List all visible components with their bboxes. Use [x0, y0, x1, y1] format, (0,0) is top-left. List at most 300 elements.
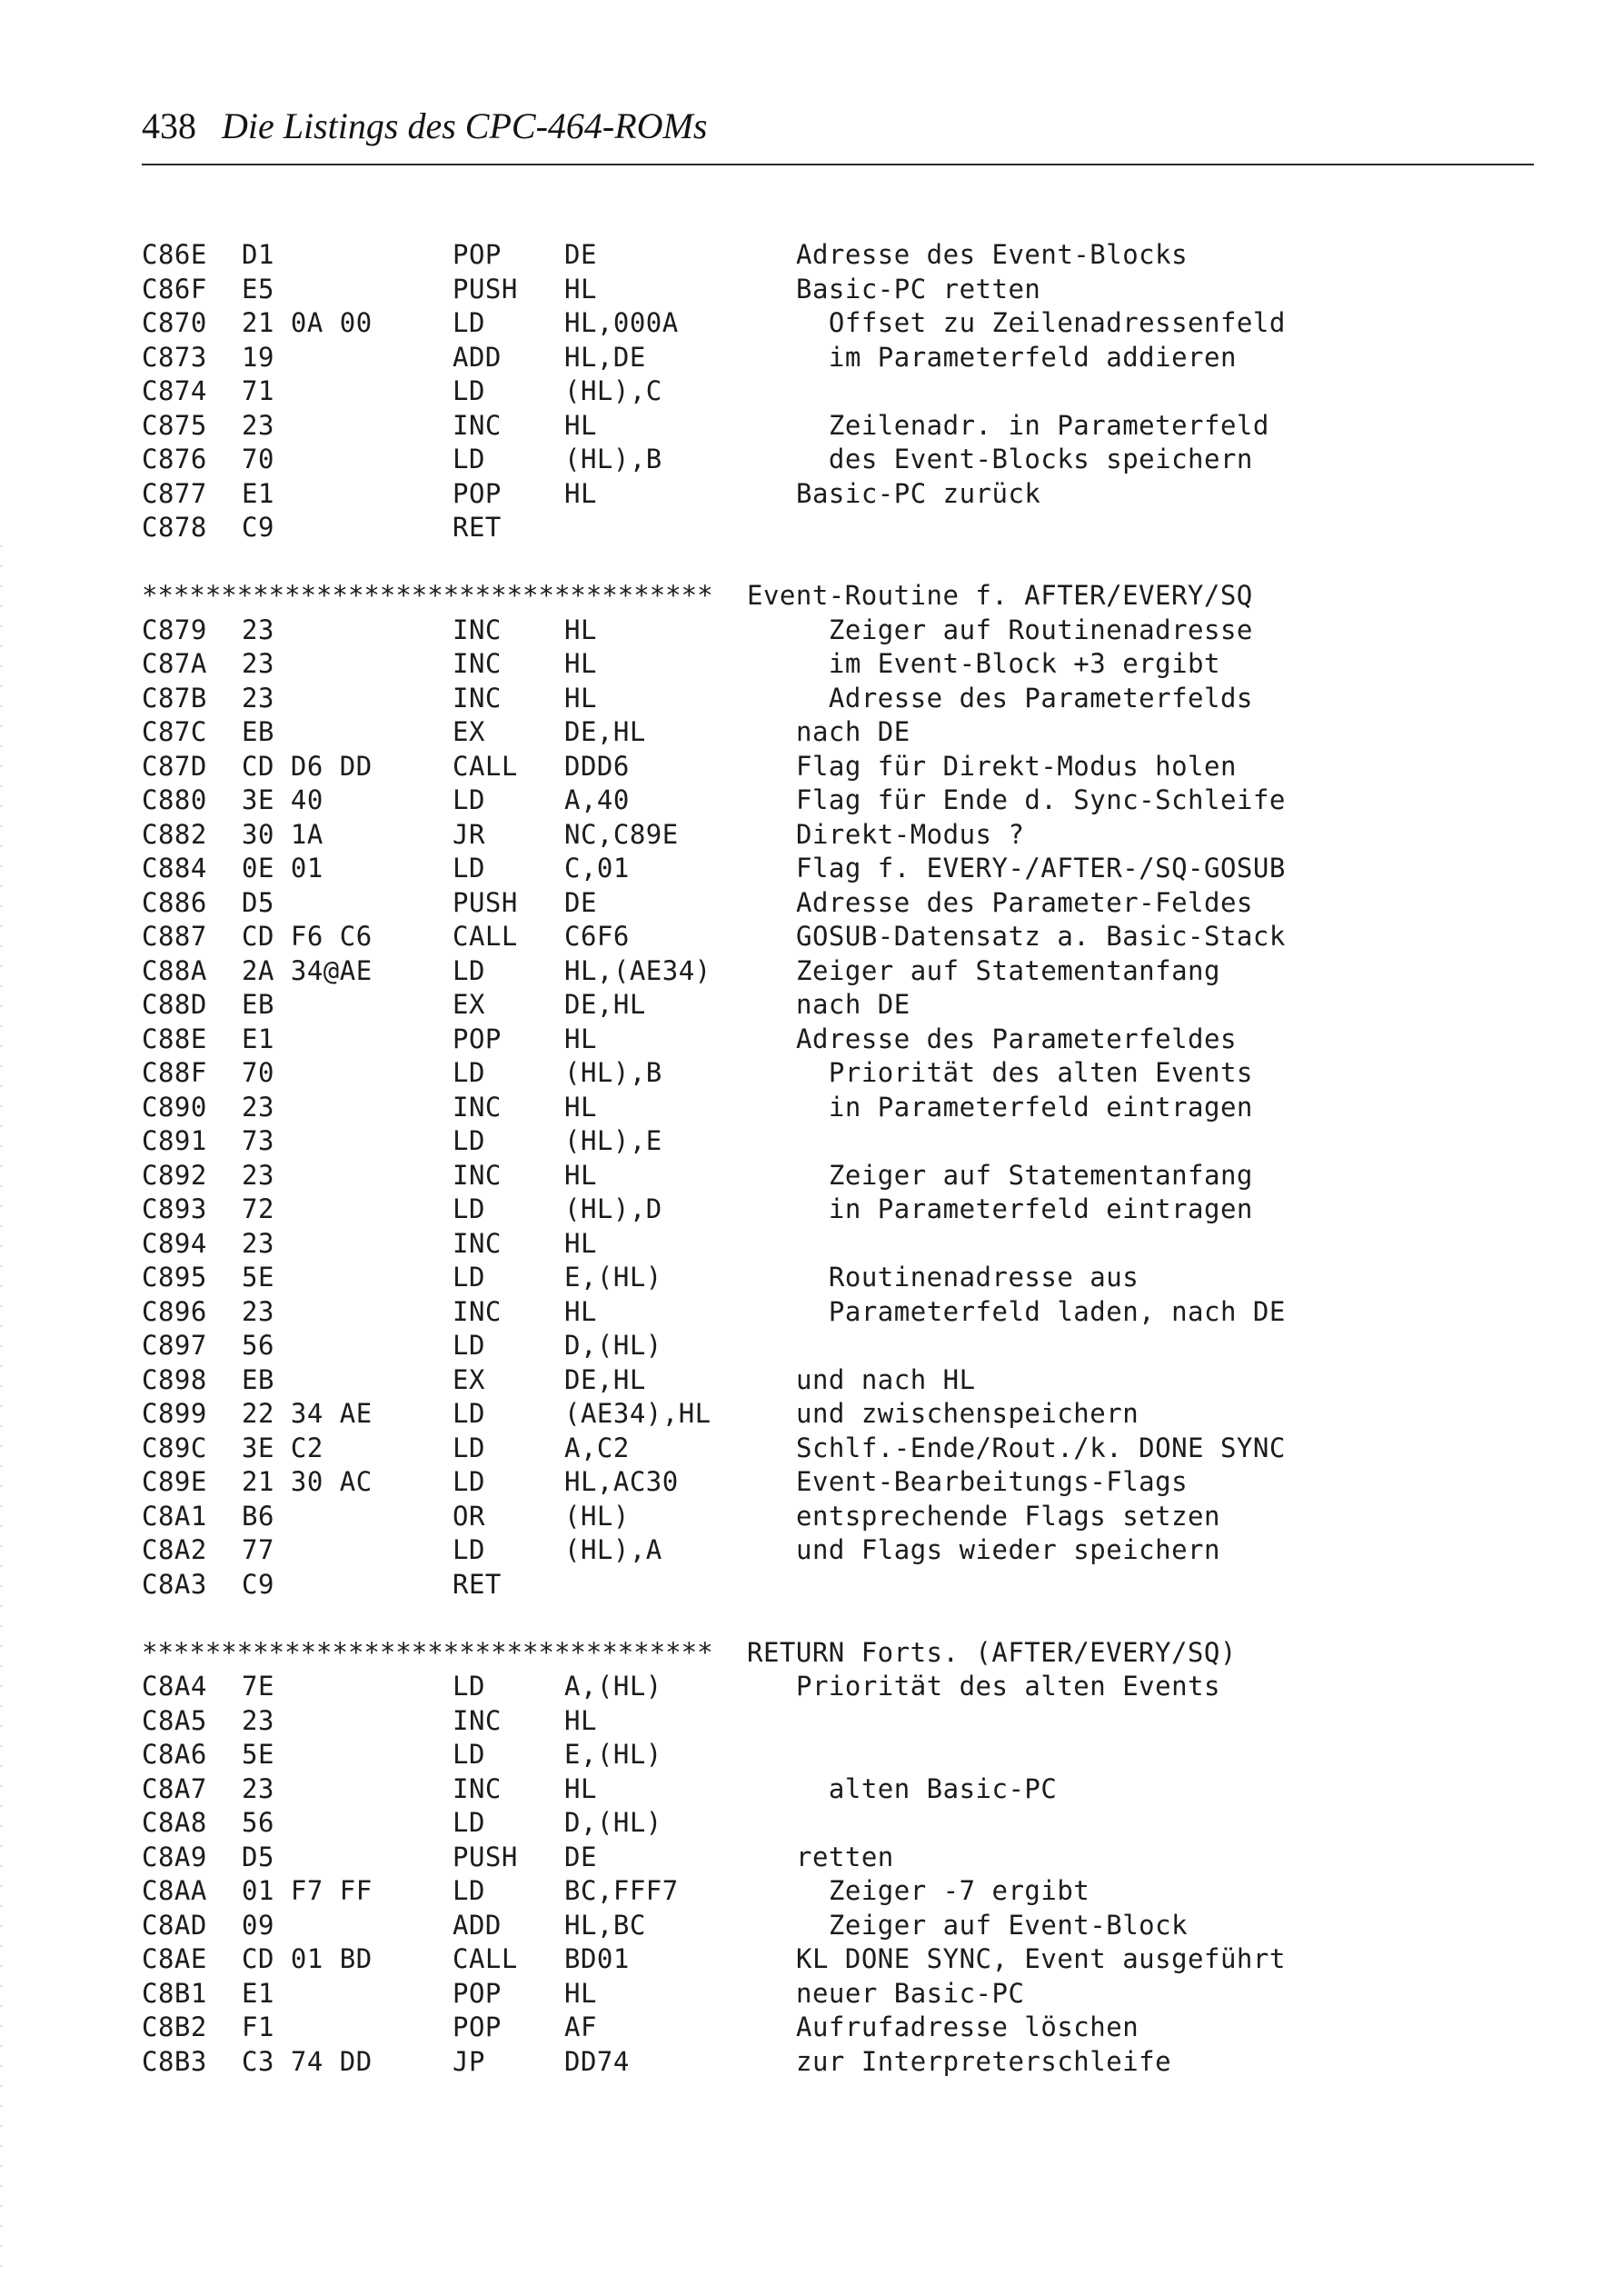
mnemonic: LD	[453, 375, 485, 406]
comment: im Parameterfeld addieren	[796, 341, 1237, 373]
operand: DD74	[564, 2045, 630, 2077]
operand: HL	[564, 1023, 597, 1054]
opcode-bytes: 09	[242, 1909, 274, 1941]
opcode-bytes: E1	[242, 1977, 274, 2009]
address: C8B2	[142, 2011, 207, 2042]
mnemonic: POP	[453, 477, 502, 509]
blank-line	[142, 1602, 1541, 1636]
mnemonic: RET	[453, 512, 502, 543]
code-line	[142, 306, 1541, 341]
code-line	[142, 1977, 1541, 2011]
comment: Schlf.-Ende/Rout./k. DONE SYNC	[796, 1432, 1286, 1463]
section-separator-stars: ************************************	[142, 580, 713, 611]
address: C896	[142, 1295, 207, 1327]
operand: HL	[564, 1704, 597, 1736]
comment: Basic-PC retten	[796, 273, 1041, 304]
address: C89C	[142, 1432, 207, 1463]
page-number: 438	[142, 105, 196, 146]
comment: Routinenadresse aus	[796, 1262, 1139, 1293]
comment: Offset zu Zeilenadressenfeld	[796, 307, 1286, 338]
code-line	[142, 1397, 1541, 1432]
opcode-bytes: EB	[242, 989, 274, 1020]
code-line	[142, 1500, 1541, 1534]
code-line	[142, 614, 1541, 648]
opcode-bytes: 01 F7 FF	[242, 1875, 373, 1906]
opcode-bytes: E1	[242, 1023, 274, 1054]
code-line	[142, 1329, 1541, 1363]
opcode-bytes: C9	[242, 512, 274, 543]
opcode-bytes: 3E 40	[242, 784, 323, 815]
mnemonic: PUSH	[453, 886, 518, 918]
operand: HL	[564, 1772, 597, 1804]
comment: Priorität des alten Events	[796, 1057, 1253, 1088]
address: C8B3	[142, 2045, 207, 2077]
mnemonic: INC	[453, 1772, 502, 1804]
operand: HL	[564, 273, 597, 304]
code-line	[142, 852, 1541, 886]
address: C8A7	[142, 1772, 207, 1804]
code-line	[142, 1261, 1541, 1295]
code-line	[142, 1227, 1541, 1262]
address: C86F	[142, 273, 207, 304]
mnemonic: LD	[453, 1671, 485, 1702]
operand: (HL)	[564, 1500, 630, 1532]
code-line	[142, 1159, 1541, 1193]
mnemonic: LD	[453, 1875, 485, 1906]
address: C880	[142, 784, 207, 815]
code-line	[142, 1432, 1541, 1466]
address: C879	[142, 614, 207, 645]
comment: Basic-PC zurück	[796, 477, 1041, 509]
mnemonic: EX	[453, 716, 485, 747]
comment: Parameterfeld laden, nach DE	[796, 1295, 1286, 1327]
opcode-bytes: 70	[242, 1057, 274, 1088]
mnemonic: LD	[453, 853, 485, 883]
code-line	[142, 1670, 1541, 1704]
code-line	[142, 1942, 1541, 1977]
operand: (HL),B	[564, 444, 662, 474]
code-line	[142, 477, 1541, 512]
operand: HL	[564, 1227, 597, 1259]
mnemonic: LD	[453, 444, 485, 474]
comment: nach DE	[796, 716, 910, 747]
code-line	[142, 818, 1541, 853]
opcode-bytes: EB	[242, 716, 274, 747]
opcode-bytes: 23	[242, 682, 274, 714]
mnemonic: ADD	[453, 1909, 502, 1941]
operand: (HL),A	[564, 1534, 662, 1565]
code-line	[142, 2011, 1541, 2045]
mnemonic: LD	[453, 1739, 485, 1770]
opcode-bytes: C3 74 DD	[242, 2045, 373, 2077]
opcode-bytes: 23	[242, 648, 274, 679]
mnemonic: INC	[453, 682, 502, 714]
code-line	[142, 238, 1541, 273]
mnemonic: CALL	[453, 921, 518, 952]
comment: und nach HL	[796, 1363, 976, 1395]
address: C887	[142, 921, 207, 952]
address: C8A3	[142, 1568, 207, 1600]
opcode-bytes: 19	[242, 341, 274, 373]
address: C874	[142, 375, 207, 406]
comment: Flag f. EVERY-/AFTER-/SQ-GOSUB	[796, 853, 1286, 883]
mnemonic: JP	[453, 2045, 485, 2077]
operand: E,(HL)	[564, 1262, 662, 1293]
address: C88A	[142, 954, 207, 986]
opcode-bytes: D1	[242, 239, 274, 270]
code-line	[142, 1568, 1541, 1602]
page-header	[142, 103, 1532, 150]
mnemonic: LD	[453, 1807, 485, 1838]
opcode-bytes: 21 0A 00	[242, 307, 373, 338]
comment: Direkt-Modus ?	[796, 818, 1025, 850]
blank-line	[142, 545, 1541, 580]
opcode-bytes: F1	[242, 2011, 274, 2042]
operand: HL	[564, 648, 597, 679]
comment: und Flags wieder speichern	[796, 1534, 1220, 1565]
operand: HL,AC30	[564, 1466, 679, 1497]
operand: DE,HL	[564, 989, 646, 1020]
section-separator-stars: ************************************	[142, 1636, 713, 1668]
opcode-bytes: 23	[242, 1772, 274, 1804]
address: C870	[142, 307, 207, 338]
address: C882	[142, 818, 207, 850]
address: C8AD	[142, 1909, 207, 1941]
code-line	[142, 511, 1541, 545]
comment: GOSUB-Datensatz a. Basic-Stack	[796, 921, 1286, 952]
operand: C,01	[564, 853, 630, 883]
address: C88E	[142, 1023, 207, 1054]
operand: A,40	[564, 784, 630, 815]
opcode-bytes: D5	[242, 886, 274, 918]
comment: Aufrufadresse löschen	[796, 2011, 1139, 2042]
comment: Zeiger auf Statementanfang	[796, 954, 1220, 986]
mnemonic: LD	[453, 954, 485, 986]
comment: Adresse des Event-Blocks	[796, 239, 1189, 270]
address: C895	[142, 1262, 207, 1293]
operand: AF	[564, 2011, 597, 2042]
code-line	[142, 647, 1541, 682]
mnemonic: LD	[453, 1057, 485, 1088]
mnemonic: PUSH	[453, 273, 518, 304]
address: C8AE	[142, 1943, 207, 1974]
operand: NC,C89E	[564, 818, 679, 850]
address: C875	[142, 409, 207, 441]
opcode-bytes: E5	[242, 273, 274, 304]
operand: HL,DE	[564, 341, 646, 373]
address: C899	[142, 1398, 207, 1429]
address: C878	[142, 512, 207, 543]
opcode-bytes: 5E	[242, 1739, 274, 1770]
address: C8A9	[142, 1841, 207, 1872]
operand: HL,BC	[564, 1909, 646, 1941]
section-header-line	[142, 579, 1541, 614]
comment: Adresse des Parameterfeldes	[796, 1023, 1237, 1054]
code-line	[142, 682, 1541, 716]
mnemonic: CALL	[453, 1943, 518, 1974]
address: C87D	[142, 750, 207, 782]
opcode-bytes: 70	[242, 444, 274, 474]
address: C88F	[142, 1057, 207, 1088]
code-line	[142, 886, 1541, 921]
address: C87A	[142, 648, 207, 679]
operand: DE	[564, 1841, 597, 1872]
comment: entsprechende Flags setzen	[796, 1500, 1220, 1532]
comment: Zeiger auf Statementanfang	[796, 1159, 1253, 1191]
mnemonic: POP	[453, 1023, 502, 1054]
mnemonic: LD	[453, 1330, 485, 1361]
opcode-bytes: 2A 34@AE	[242, 954, 373, 986]
opcode-bytes: 56	[242, 1330, 274, 1361]
address: C877	[142, 477, 207, 509]
address: C8B1	[142, 1977, 207, 2009]
comment: im Event-Block +3 ergibt	[796, 648, 1220, 679]
mnemonic: POP	[453, 1977, 502, 2009]
address: C891	[142, 1125, 207, 1156]
running-title: Die Listings des CPC-464-ROMs	[222, 105, 708, 146]
operand: BD01	[564, 1943, 630, 1974]
mnemonic: LD	[453, 1398, 485, 1429]
operand: DDD6	[564, 750, 630, 782]
code-line	[142, 2045, 1541, 2080]
opcode-bytes: 23	[242, 1091, 274, 1123]
code-line	[142, 1738, 1541, 1772]
code-line	[142, 1091, 1541, 1125]
assembly-listing	[142, 238, 1541, 2079]
code-line	[142, 1363, 1541, 1398]
address: C890	[142, 1091, 207, 1123]
opcode-bytes: 23	[242, 1295, 274, 1327]
opcode-bytes: 77	[242, 1534, 274, 1565]
address: C8A2	[142, 1534, 207, 1565]
comment: Adresse des Parameter-Feldes	[796, 886, 1253, 918]
address: C8A8	[142, 1807, 207, 1838]
mnemonic: LD	[453, 784, 485, 815]
operand: D,(HL)	[564, 1807, 662, 1838]
comment: in Parameterfeld eintragen	[796, 1193, 1253, 1224]
opcode-bytes: 22 34 AE	[242, 1398, 373, 1429]
comment: alten Basic-PC	[796, 1772, 1058, 1804]
opcode-bytes: 23	[242, 614, 274, 645]
comment: Zeiger auf Event-Block	[796, 1909, 1189, 1941]
operand: A,(HL)	[564, 1671, 662, 1702]
operand: HL	[564, 1295, 597, 1327]
operand: DE	[564, 239, 597, 270]
mnemonic: LD	[453, 1466, 485, 1497]
opcode-bytes: 3E C2	[242, 1432, 323, 1463]
opcode-bytes: 0E 01	[242, 853, 323, 883]
mnemonic: EX	[453, 1363, 485, 1395]
comment: retten	[796, 1841, 894, 1872]
code-line	[142, 273, 1541, 307]
code-line	[142, 920, 1541, 954]
address: C87C	[142, 716, 207, 747]
opcode-bytes: CD D6 DD	[242, 750, 373, 782]
operand: (HL),B	[564, 1057, 662, 1088]
comment: zur Interpreterschleife	[796, 2045, 1172, 2077]
operand: HL,(AE34)	[564, 954, 711, 986]
section-title: RETURN Forts. (AFTER/EVERY/SQ)	[747, 1636, 1237, 1668]
opcode-bytes: 23	[242, 409, 274, 441]
opcode-bytes: E1	[242, 477, 274, 509]
code-line	[142, 1704, 1541, 1739]
operand: D,(HL)	[564, 1330, 662, 1361]
section-title: Event-Routine f. AFTER/EVERY/SQ	[747, 580, 1253, 611]
operand: (AE34),HL	[564, 1398, 711, 1429]
code-line	[142, 784, 1541, 818]
code-line	[142, 341, 1541, 375]
address: C8A4	[142, 1671, 207, 1702]
operand: HL,000A	[564, 307, 679, 338]
address: C88D	[142, 989, 207, 1020]
opcode-bytes: 23	[242, 1704, 274, 1736]
address: C8A5	[142, 1704, 207, 1736]
opcode-bytes: 5E	[242, 1262, 274, 1293]
address: C8AA	[142, 1875, 207, 1906]
mnemonic: INC	[453, 648, 502, 679]
opcode-bytes: D5	[242, 1841, 274, 1872]
code-line	[142, 1023, 1541, 1057]
opcode-bytes: 7E	[242, 1671, 274, 1702]
address: C884	[142, 853, 207, 883]
code-line	[142, 1841, 1541, 1875]
mnemonic: INC	[453, 1295, 502, 1327]
address: C893	[142, 1193, 207, 1224]
opcode-bytes: 23	[242, 1227, 274, 1259]
code-line	[142, 1806, 1541, 1841]
scan-edge-marks	[0, 545, 3, 2272]
comment: Zeiger auf Routinenadresse	[796, 614, 1253, 645]
opcode-bytes: 72	[242, 1193, 274, 1224]
opcode-bytes: 71	[242, 375, 274, 406]
mnemonic: ADD	[453, 341, 502, 373]
code-line	[142, 1056, 1541, 1091]
code-line	[142, 1772, 1541, 1807]
mnemonic: LD	[453, 307, 485, 338]
address: C894	[142, 1227, 207, 1259]
comment: Adresse des Parameterfelds	[796, 682, 1253, 714]
address: C886	[142, 886, 207, 918]
mnemonic: RET	[453, 1568, 502, 1600]
operand: (HL),C	[564, 375, 662, 406]
mnemonic: INC	[453, 1704, 502, 1736]
mnemonic: INC	[453, 1091, 502, 1123]
comment: Flag für Ende d. Sync-Schleife	[796, 784, 1286, 815]
address: C8A6	[142, 1739, 207, 1770]
address: C87B	[142, 682, 207, 714]
address: C86E	[142, 239, 207, 270]
mnemonic: LD	[453, 1262, 485, 1293]
code-line	[142, 1295, 1541, 1330]
operand: HL	[564, 1977, 597, 2009]
address: C89E	[142, 1466, 207, 1497]
address: C876	[142, 444, 207, 474]
mnemonic: POP	[453, 2011, 502, 2042]
operand: (HL),D	[564, 1193, 662, 1224]
code-line	[142, 443, 1541, 477]
opcode-bytes: EB	[242, 1363, 274, 1395]
code-line	[142, 374, 1541, 409]
mnemonic: JR	[453, 818, 485, 850]
opcode-bytes: 23	[242, 1159, 274, 1191]
mnemonic: LD	[453, 1432, 485, 1463]
opcode-bytes: 30 1A	[242, 818, 323, 850]
opcode-bytes: B6	[242, 1500, 274, 1532]
opcode-bytes: CD 01 BD	[242, 1943, 373, 1974]
code-line	[142, 1874, 1541, 1909]
operand: (HL),E	[564, 1125, 662, 1156]
mnemonic: INC	[453, 614, 502, 645]
code-line	[142, 988, 1541, 1023]
code-line	[142, 715, 1541, 750]
comment: und zwischenspeichern	[796, 1398, 1139, 1429]
opcode-bytes: CD F6 C6	[242, 921, 373, 952]
operand: DE,HL	[564, 716, 646, 747]
section-header-line	[142, 1636, 1541, 1671]
comment: Event-Bearbeitungs-Flags	[796, 1466, 1189, 1497]
comment: des Event-Blocks speichern	[796, 444, 1253, 474]
address: C898	[142, 1363, 207, 1395]
code-line	[142, 1465, 1541, 1500]
opcode-bytes: 56	[242, 1807, 274, 1838]
mnemonic: PUSH	[453, 1841, 518, 1872]
mnemonic: LD	[453, 1193, 485, 1224]
code-line	[142, 1533, 1541, 1568]
mnemonic: CALL	[453, 750, 518, 782]
operand: HL	[564, 682, 597, 714]
operand: E,(HL)	[564, 1739, 662, 1770]
operand: DE	[564, 886, 597, 918]
header-rule	[142, 164, 1534, 165]
mnemonic: LD	[453, 1534, 485, 1565]
address: C897	[142, 1330, 207, 1361]
operand: HL	[564, 1091, 597, 1123]
comment: neuer Basic-PC	[796, 1977, 1025, 2009]
mnemonic: INC	[453, 409, 502, 441]
mnemonic: INC	[453, 1227, 502, 1259]
operand: HL	[564, 477, 597, 509]
opcode-bytes: C9	[242, 1568, 274, 1600]
operand: A,C2	[564, 1432, 630, 1463]
mnemonic: POP	[453, 239, 502, 270]
operand: HL	[564, 409, 597, 441]
opcode-bytes: 73	[242, 1125, 274, 1156]
comment: Zeiger -7 ergibt	[796, 1875, 1090, 1906]
comment: in Parameterfeld eintragen	[796, 1091, 1253, 1123]
address: C873	[142, 341, 207, 373]
comment: nach DE	[796, 989, 910, 1020]
address: C892	[142, 1159, 207, 1191]
operand: HL	[564, 1159, 597, 1191]
comment: Zeilenadr. in Parameterfeld	[796, 409, 1269, 441]
code-line	[142, 1193, 1541, 1227]
operand: DE,HL	[564, 1363, 646, 1395]
code-line	[142, 750, 1541, 784]
code-line	[142, 409, 1541, 444]
operand: C6F6	[564, 921, 630, 952]
mnemonic: INC	[453, 1159, 502, 1191]
mnemonic: EX	[453, 989, 485, 1020]
address: C8A1	[142, 1500, 207, 1532]
mnemonic: LD	[453, 1125, 485, 1156]
mnemonic: OR	[453, 1500, 485, 1532]
code-line	[142, 1124, 1541, 1159]
comment: Priorität des alten Events	[796, 1671, 1220, 1702]
comment: Flag für Direkt-Modus holen	[796, 750, 1237, 782]
operand: BC,FFF7	[564, 1875, 679, 1906]
code-line	[142, 1909, 1541, 1943]
code-line	[142, 954, 1541, 989]
